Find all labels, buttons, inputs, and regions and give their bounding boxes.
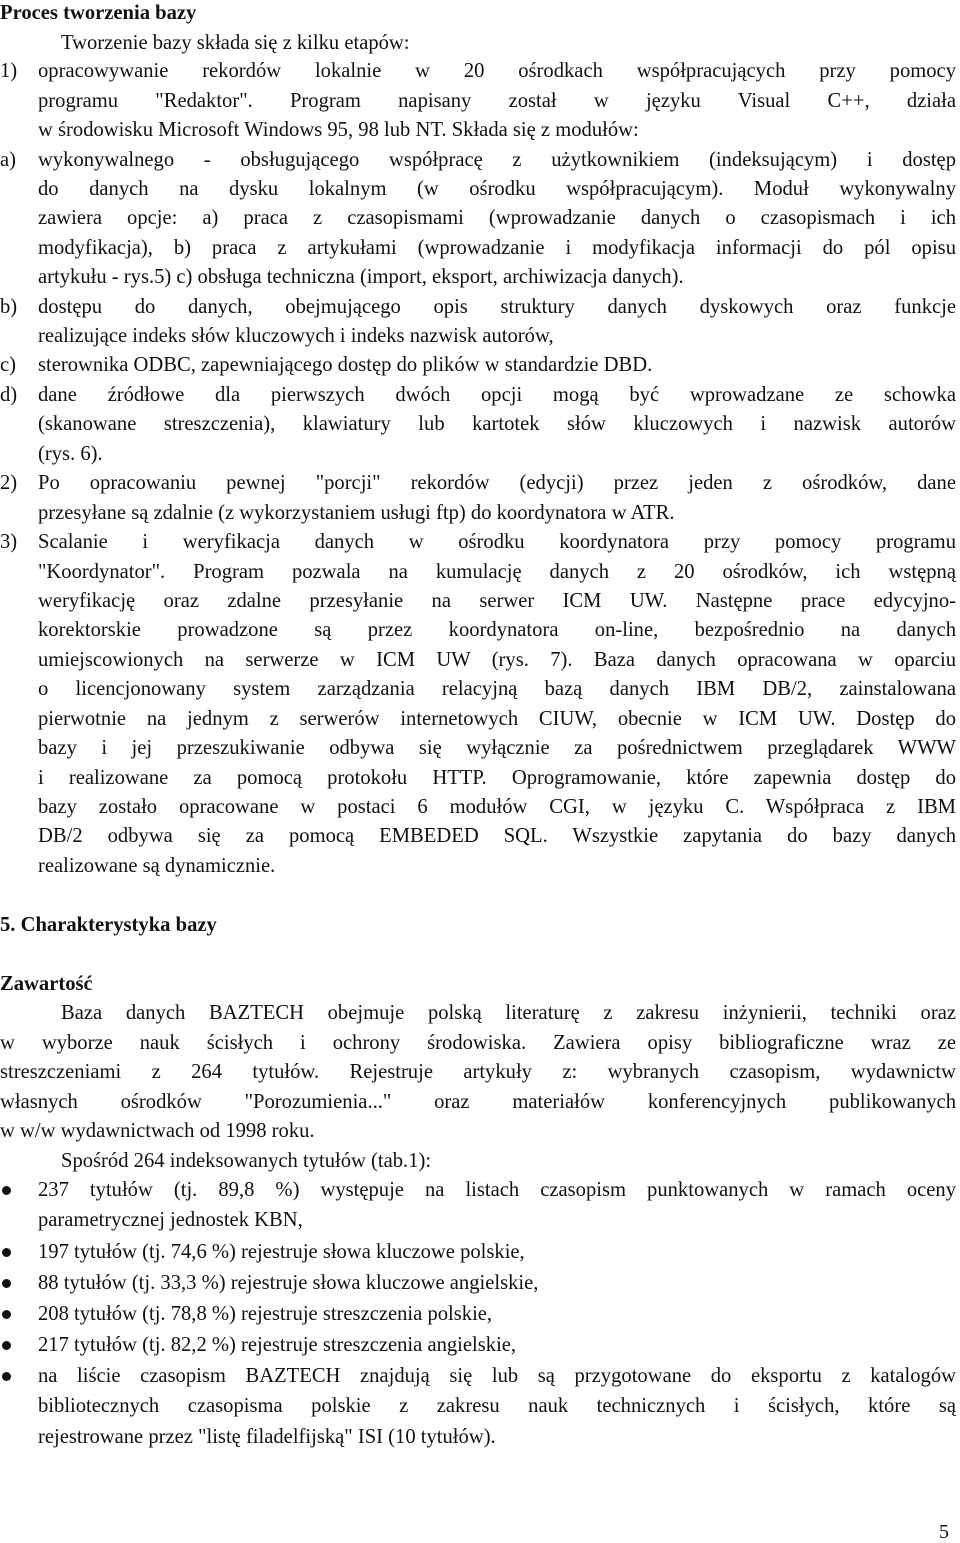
step-1-line: w środowisku Microsoft Windows 95, 98 lub NT. Składa się z modułów: (38, 119, 639, 141)
module-d-line: (rys. 6). (38, 443, 103, 465)
section-5-heading: 5. Charakterystyka bazy (0, 914, 217, 936)
bullet-icon (2, 1341, 11, 1350)
step-3-line: "Koordynator". Program pozwala na kumulację danych z 20 ośrodków, ich wstępną (38, 561, 956, 583)
page-number: 5 (939, 1521, 949, 1543)
module-c-line: c) sterownika ODBC, zapewniającego dostęp do plików w standardzie DBD. (0, 354, 653, 376)
section-heading: Proces tworzenia bazy (0, 2, 197, 24)
list-item: 88 tytułów (tj. 33,3 %) rejestruje słowa kluczowe angielskie, (0, 1268, 960, 1298)
bullet-icon (2, 1279, 11, 1288)
paragraph-line: własnych ośrodków "Porozumienia..." oraz materiałów konferencyjnych publikowanych (0, 1091, 956, 1113)
module-d-line: d) dane źródłowe dla pierwszych dwóch opcji mogą być wprowadzane ze schowka (0, 384, 956, 406)
list-item: 208 tytułów (tj. 78,8 %) rejestruje streszczenia polskie, (0, 1299, 960, 1329)
step-3-line: weryfikację oraz zdalne przesyłanie na serwer ICM UW. Następne prace edycyjno- (38, 590, 956, 612)
step-2-line: 2) Po opracowaniu pewnej "porcji" rekordów (edycji) przez jeden z ośrodków, dane (0, 472, 956, 494)
bullet-icon (2, 1372, 11, 1381)
module-a-line: artykułu - rys.5) c) obsługa techniczna (import, eksport, archiwizacja danych). (38, 266, 684, 288)
step-1-line: 1) opracowywanie rekordów lokalnie w 20 ośrodkach współpracujących przy pomocy (0, 60, 956, 82)
bullet-icon (2, 1186, 11, 1195)
step-3-line: korektorskie prowadzone są przez koordynatora on-line, bezpośrednio na danych (38, 619, 956, 641)
step-2-line: przesyłane są zdalnie (z wykorzystaniem usługi ftp) do koordynatora w ATR. (38, 502, 675, 524)
paragraph-line: Baza danych BAZTECH obejmuje polską literaturę z zakresu inżynierii, techniki oraz (61, 1002, 956, 1024)
module-a-line: a) wykonywalnego - obsługującego współpracę z użytkownikiem (indeksującym) i dostęp (0, 149, 956, 171)
module-a-line: zawiera opcje: a) praca z czasopismami (wprowadzanie danych o czasopismach i ich (38, 207, 956, 229)
paragraph-line: w wyborze nauk ścisłych i ochrony środowiska. Zawiera opisy bibliograficzne wraz ze (0, 1032, 956, 1054)
module-b-line: realizujące indeks słów kluczowych i indeks nazwisk autorów, (38, 325, 554, 347)
step-3-line: o licencjonowany system zarządzania relacyjną bazą danych IBM DB/2, zainstalowana (38, 678, 956, 700)
module-b-line: b) dostępu do danych, obejmującego opis struktury danych dyskowych oraz funkcje (0, 296, 956, 318)
step-3-line: realizowane są dynamicznie. (38, 855, 276, 877)
list-item-continuation: rejestrowane przez "listę filadelfijską" ISI (10 tytułów). (38, 1426, 496, 1448)
module-d-line: (skanowane streszczenia), klawiatury lub kartotek słów kluczowych i nazwisk autorów (38, 413, 956, 435)
step-1-line: programu "Redaktor". Program napisany został w języku Visual C++, działa (38, 90, 956, 112)
bullet-icon (2, 1248, 11, 1257)
list-item: 217 tytułów (tj. 82,2 %) rejestruje streszczenia angielskie, (0, 1330, 960, 1360)
step-3-line: DB/2 odbywa się za pomocą EMBEDED SQL. Wszystkie zapytania do bazy danych (38, 825, 956, 847)
bullet-icon (2, 1310, 11, 1319)
list-item: 197 tytułów (tj. 74,6 %) rejestruje słowa kluczowe polskie, (0, 1237, 960, 1267)
step-3-line: umiejscowionych na serwerze w ICM UW (rys. 7). Baza danych opracowana w oparciu (38, 649, 956, 671)
step-3-line: 3) Scalanie i weryfikacja danych w ośrodku koordynatora przy pomocy programu (0, 531, 956, 553)
paragraph-line: Spośród 264 indeksowanych tytułów (tab.1): (61, 1150, 432, 1172)
list-item: 237 tytułów (tj. 89,8 %) występuje na listach czasopism punktowanych w ramach oceny (0, 1175, 960, 1205)
list-item-continuation: bibliotecznych czasopisma polskie z zakresu nauk technicznych i ścisłych, które są (38, 1395, 956, 1417)
zawartosc-subheading: Zawartość (0, 973, 93, 995)
module-a-line: modyfikacja), b) praca z artykułami (wprowadzanie i modyfikacja informacji do pól opisu (38, 237, 956, 259)
list-item: na liście czasopism BAZTECH znajdują się lub są przygotowane do eksportu z katalogów (0, 1361, 960, 1391)
list-item-continuation: parametrycznej jednostek KBN, (38, 1209, 303, 1231)
module-a-line: do danych na dysku lokalnym (w ośrodku współpracującym). Moduł wykonywalny (38, 178, 956, 200)
step-3-line: pierwotnie na jednym z serwerów internetowych CIUW, obecnie w ICM UW. Dostęp do (38, 708, 956, 730)
step-3-line: bazy i jej przeszukiwanie odbywa się wyłącznie za pośrednictwem przeglądarek WWW (38, 737, 956, 759)
paragraph-line: w w/w wydawnictwach od 1998 roku. (0, 1120, 315, 1142)
paragraph-line: streszczeniami z 264 tytułów. Rejestruje artykuły z: wybranych czasopism, wydawnictw (0, 1061, 956, 1083)
intro-line: Tworzenie bazy składa się z kilku etapów: (61, 32, 410, 54)
step-3-line: i realizowane za pomocą protokołu HTTP. Oprogramowanie, które zapewnia dostęp do (38, 767, 956, 789)
step-3-line: bazy zostało opracowane w postaci 6 modułów CGI, w języku C. Współpraca z IBM (38, 796, 956, 818)
